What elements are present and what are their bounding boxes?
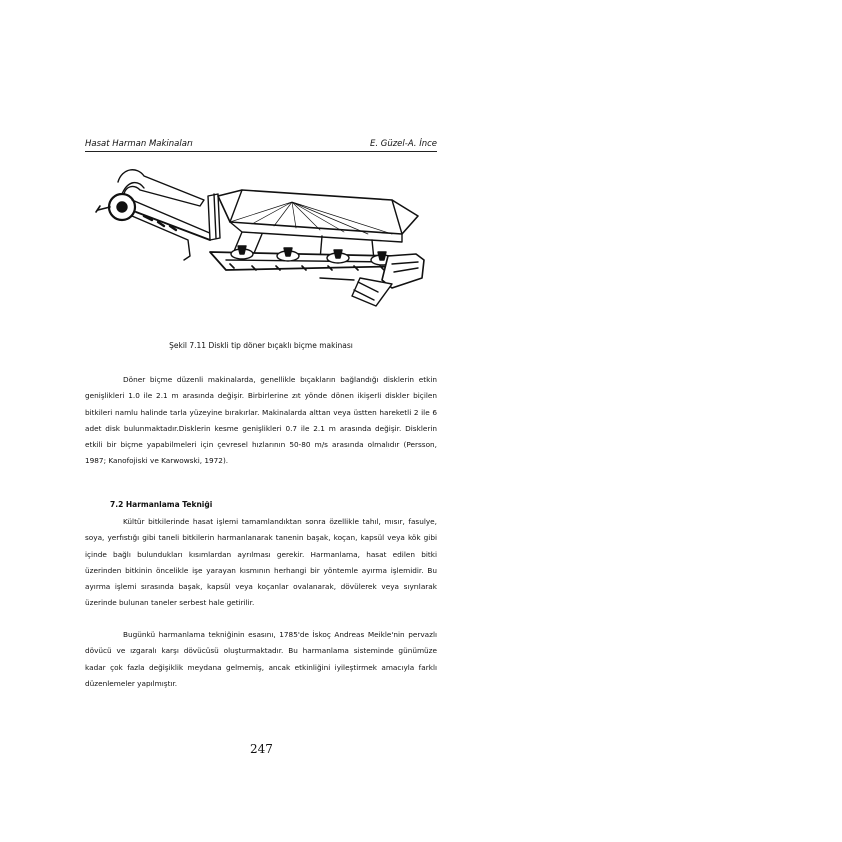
page-number: 247 bbox=[250, 742, 273, 756]
header-book-title: Hasat Harman Makinaları bbox=[85, 139, 193, 149]
header-authors: E. Güzel-A. İnce bbox=[369, 139, 437, 149]
section-heading: 7.2 Harmanlama Tekniği bbox=[110, 500, 213, 509]
paragraph-threshing-history: Bugünkü harmanlama tekniğinin esasını, 1785'de İskoç Andreas Meikle'nin pervazlı dövücü ve ızgaralı karşı dövücüsü oluşturmaktadır. Bu harmanlama sisteminde günümüze kadar çok fazla değişiklik meydana gelmemiş, ancak etkinliğini iyileştirmek amacıyla farklı düzenlemeler yapılmıştır. bbox=[85, 630, 437, 688]
figure-caption: Şekil 7.11 Diskli tip döner bıçaklı biçme makinası bbox=[169, 341, 353, 350]
paragraph-disc-mowers: Döner biçme düzenli makinalarda, genellikle bıçakların bağlandığı disklerin etkin genişlikleri 1.0 ile 2.1 m arasında değişir. Birbirlerine zıt yönde dönen ikişerli diskler biçilen bitkileri namlu halinde tarla yüzeyine bırakırlar. Makinalarda alttan veya üstten hareketli 2 ile 6 adet disk bulunmaktadır.Disklerin kesme genişlikleri 0.7 ile 2.1 m arasında değişir. Disklerin etkili bir biçme yapabilmeleri için çevresel hızlarının 50-80 m/s arasında olmalıdır (Persson, 1987; Kanofojiski ve Karwowski, 1972). bbox=[85, 375, 437, 466]
disc-mower-illustration bbox=[92, 160, 432, 320]
paragraph-threshing: Kültür bitkilerinde hasat işlemi tamamlandıktan sonra özellikle tahıl, mısır, fasulye, soya, yerfıstığı gibi taneli bitkilerin harmanlanarak tanenin başak, koçan, kapsül veya kök gibi içinde bağlı bulundukları kısımlardan ayrılması gerekir. Harmanlama, hasat edilen bitki üzerinden bitkinin öncelikle işe yarayan kısmının herhangi bir yöntemle ayırma işlemidir. Bu ayırma işlemi sırasında başak, kapsül veya koçanlar ovalanarak, dövülerek veya sıyrılarak üzerinde bulunan taneler serbest hale getirilir. bbox=[85, 517, 437, 608]
running-header bbox=[85, 139, 437, 152]
